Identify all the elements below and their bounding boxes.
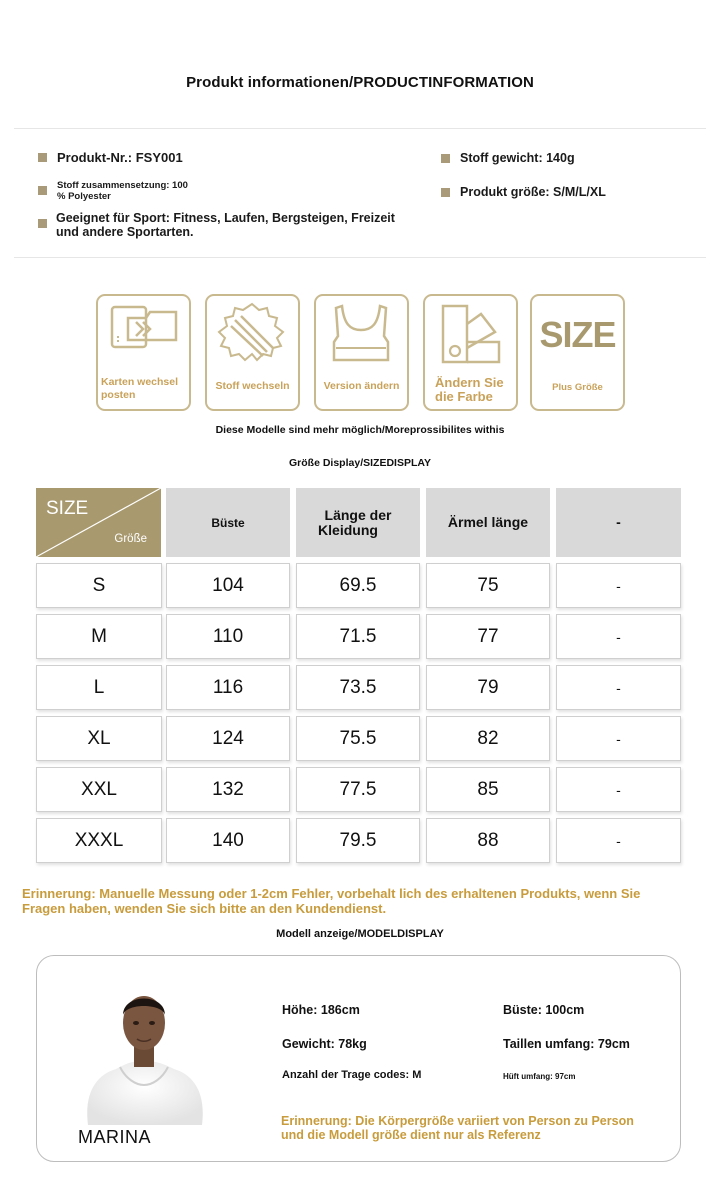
header-length <box>296 488 420 557</box>
table-cell: 88 <box>426 818 550 863</box>
table-cell: - <box>556 665 681 710</box>
header-bust-label: Büste <box>211 515 245 530</box>
divider <box>14 128 706 129</box>
fabric-feature <box>205 294 300 411</box>
table-cell: XXL <box>36 767 162 812</box>
table-cell: 79 <box>426 665 550 710</box>
plus-size-feature <box>530 294 625 411</box>
reminder-line2: Fragen haben, wenden Sie sich bitte an den Kundendienst. <box>22 901 387 916</box>
model-note-line2: und die Modell größe dient nur als Referenz <box>281 1128 541 1142</box>
table-cell: 116 <box>166 665 290 710</box>
color-label-line2: die Farbe <box>435 389 493 404</box>
header-length-line2: Kleidung <box>318 521 378 538</box>
model-wear-size: Anzahl der Trage codes: M <box>282 1069 422 1081</box>
product-size-text: Produkt größe: S/M/L/XL <box>460 185 606 199</box>
table-cell: 110 <box>166 614 290 659</box>
bullet-icon <box>38 219 47 228</box>
table-cell: 140 <box>166 818 290 863</box>
fabric-label: Stoff wechseln <box>215 380 290 392</box>
info-suitable <box>38 211 395 239</box>
table-cell: 69.5 <box>296 563 420 608</box>
model-photo <box>80 975 210 1125</box>
info-product-size <box>441 185 606 199</box>
table-cell: 132 <box>166 767 290 812</box>
table-cell: 77 <box>426 614 550 659</box>
plus-size-label: Plus Größe <box>552 382 603 393</box>
header-sleeve <box>426 488 550 557</box>
model-bust: Büste: 100cm <box>503 1003 585 1017</box>
size-display-title: Größe Display/SIZEDISPLAY <box>289 457 431 469</box>
model-height: Höhe: 186cm <box>282 1003 360 1017</box>
header-length-line1: Länge der <box>324 506 392 523</box>
table-cell: - <box>556 767 681 812</box>
table-cell: - <box>556 563 681 608</box>
info-fabric-weight <box>441 151 575 165</box>
table-cell: 71.5 <box>296 614 420 659</box>
table-cell: 75.5 <box>296 716 420 761</box>
measurement-reminder <box>22 886 702 916</box>
model-note <box>281 1114 661 1142</box>
table-cell: L <box>36 665 162 710</box>
header-sleeve-label: Ärmel länge <box>447 514 529 530</box>
table-cell: - <box>556 818 681 863</box>
table-cell: 104 <box>166 563 290 608</box>
divider <box>14 257 706 258</box>
table-cell: 79.5 <box>296 818 420 863</box>
page-title: Produkt informationen/PRODUCTINFORMATION <box>186 74 534 91</box>
table-cell: 85 <box>426 767 550 812</box>
size-icon: SIZE <box>539 314 616 355</box>
model-weight: Gewicht: 78kg <box>282 1037 367 1051</box>
fabric-weight-text: Stoff gewicht: 140g <box>460 151 575 165</box>
icons-caption: Diese Modelle sind mehr möglich/Moreprossibilites withis <box>215 424 505 436</box>
cards-label-line2: posten <box>101 389 136 401</box>
version-feature <box>314 294 409 411</box>
model-note-line1: Erinnerung: Die Körpergröße variiert von Person zu Person <box>281 1114 634 1128</box>
cards-feature <box>96 294 191 411</box>
reminder-line1: Erinnerung: Manuelle Messung oder 1-2cm Fehler, vorbehalt lich des erhaltenen Produkts, wenn Sie <box>22 886 641 901</box>
color-label-line1: Ändern Sie <box>435 375 504 390</box>
bullet-icon <box>441 154 450 163</box>
table-cell: 124 <box>166 716 290 761</box>
table-cell: XXXL <box>36 818 162 863</box>
version-label: Version ändern <box>323 380 400 392</box>
header-extra-label: - <box>616 514 621 530</box>
bullet-icon <box>441 188 450 197</box>
table-cell: XL <box>36 716 162 761</box>
table-cell: S <box>36 563 162 608</box>
table-cell: - <box>556 716 681 761</box>
bullet-icon <box>38 153 47 162</box>
info-product-no <box>38 150 183 165</box>
model-display-title: Modell anzeige/MODELDISPLAY <box>276 928 444 940</box>
table-cell: M <box>36 614 162 659</box>
table-cell: 82 <box>426 716 550 761</box>
product-no-text: Produkt-Nr.: FSY001 <box>57 150 183 165</box>
size-corner-cell <box>36 488 161 557</box>
table-cell: 75 <box>426 563 550 608</box>
size-corner-top: SIZE <box>46 498 89 519</box>
bullet-icon <box>38 186 47 195</box>
model-hip: Hüft umfang: 97cm <box>503 1072 576 1081</box>
suitable-line1: Geeignet für Sport: Fitness, Laufen, Bergsteigen, Freizeit <box>56 211 395 225</box>
color-feature <box>423 294 518 411</box>
suitable-line2: und andere Sportarten. <box>56 225 194 239</box>
model-name: MARINA <box>78 1127 152 1147</box>
composition-line1: Stoff zusammensetzung: 100 <box>57 180 188 191</box>
header-extra <box>556 488 681 557</box>
table-cell: 73.5 <box>296 665 420 710</box>
size-corner-bottom: Größe <box>114 533 147 545</box>
model-waist: Taillen umfang: 79cm <box>503 1037 630 1051</box>
cards-label-line1: Karten wechsel <box>101 376 179 388</box>
table-cell: - <box>556 614 681 659</box>
table-cell: 77.5 <box>296 767 420 812</box>
info-composition <box>38 180 188 202</box>
header-bust <box>166 488 290 557</box>
composition-line2: % Polyester <box>57 191 111 202</box>
